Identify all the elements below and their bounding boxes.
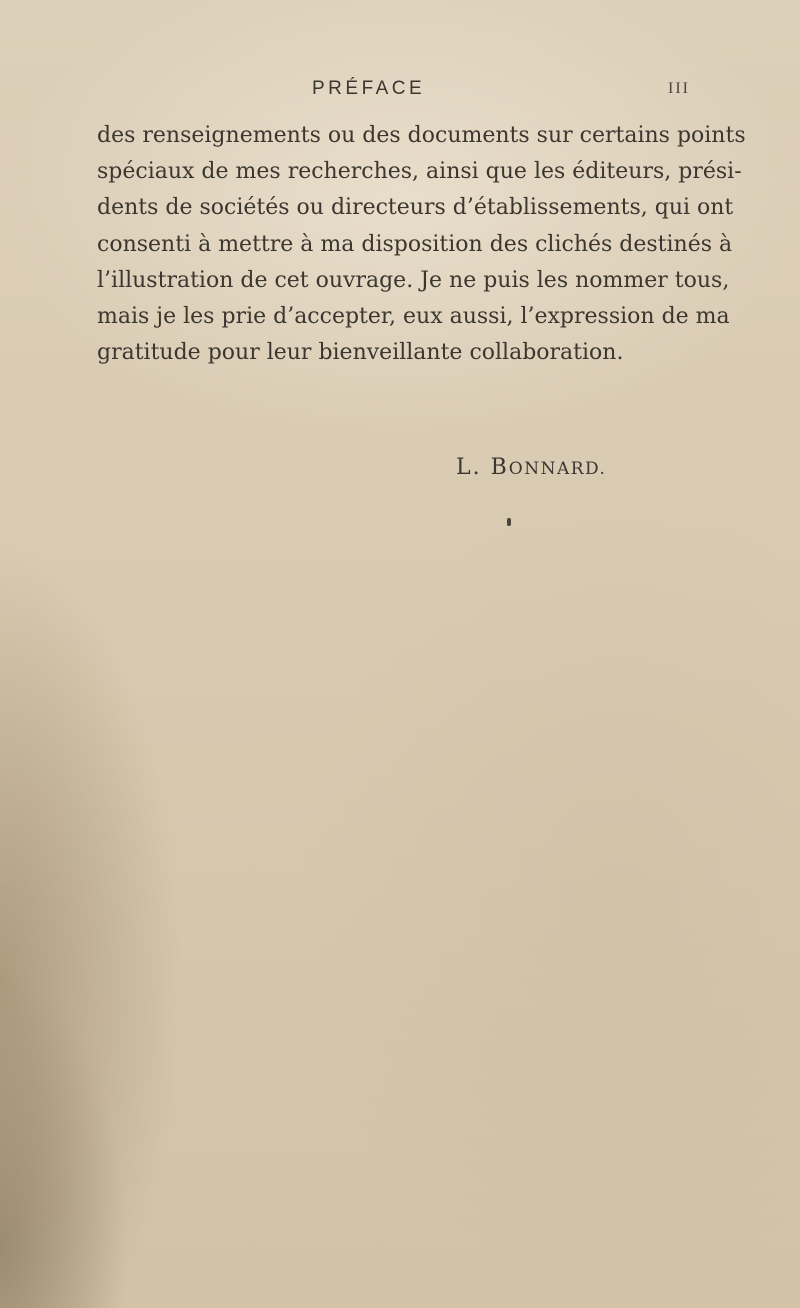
- text-line: spéciaux de mes recherches, ainsi que les éditeurs, prési-: [97, 159, 742, 185]
- preface-paragraph: [97, 118, 746, 371]
- running-header: [0, 78, 800, 106]
- text-line: l’illustration de cet ouvrage. Je ne puis les nommer tous,: [97, 267, 730, 293]
- signature-surname: ONNARD.: [508, 459, 607, 479]
- author-signature: [456, 455, 606, 480]
- page-number: III: [668, 80, 690, 97]
- signature-initial: L. B: [456, 455, 509, 480]
- text-line: gratitude pour leur bienveillante collaboration.: [97, 340, 624, 366]
- text-line: consenti à mettre à ma disposition des clichés destinés à: [97, 231, 733, 257]
- text-line: des renseignements ou des documents sur certains points: [97, 123, 746, 148]
- text-line: mais je les prie d’accepter, eux aussi, l’expression de ma: [97, 304, 730, 330]
- text-line: dents de sociétés ou directeurs d’établissements, qui ont: [97, 195, 734, 221]
- running-title: PRÉFACE: [312, 78, 426, 99]
- paper-speck: [507, 518, 511, 526]
